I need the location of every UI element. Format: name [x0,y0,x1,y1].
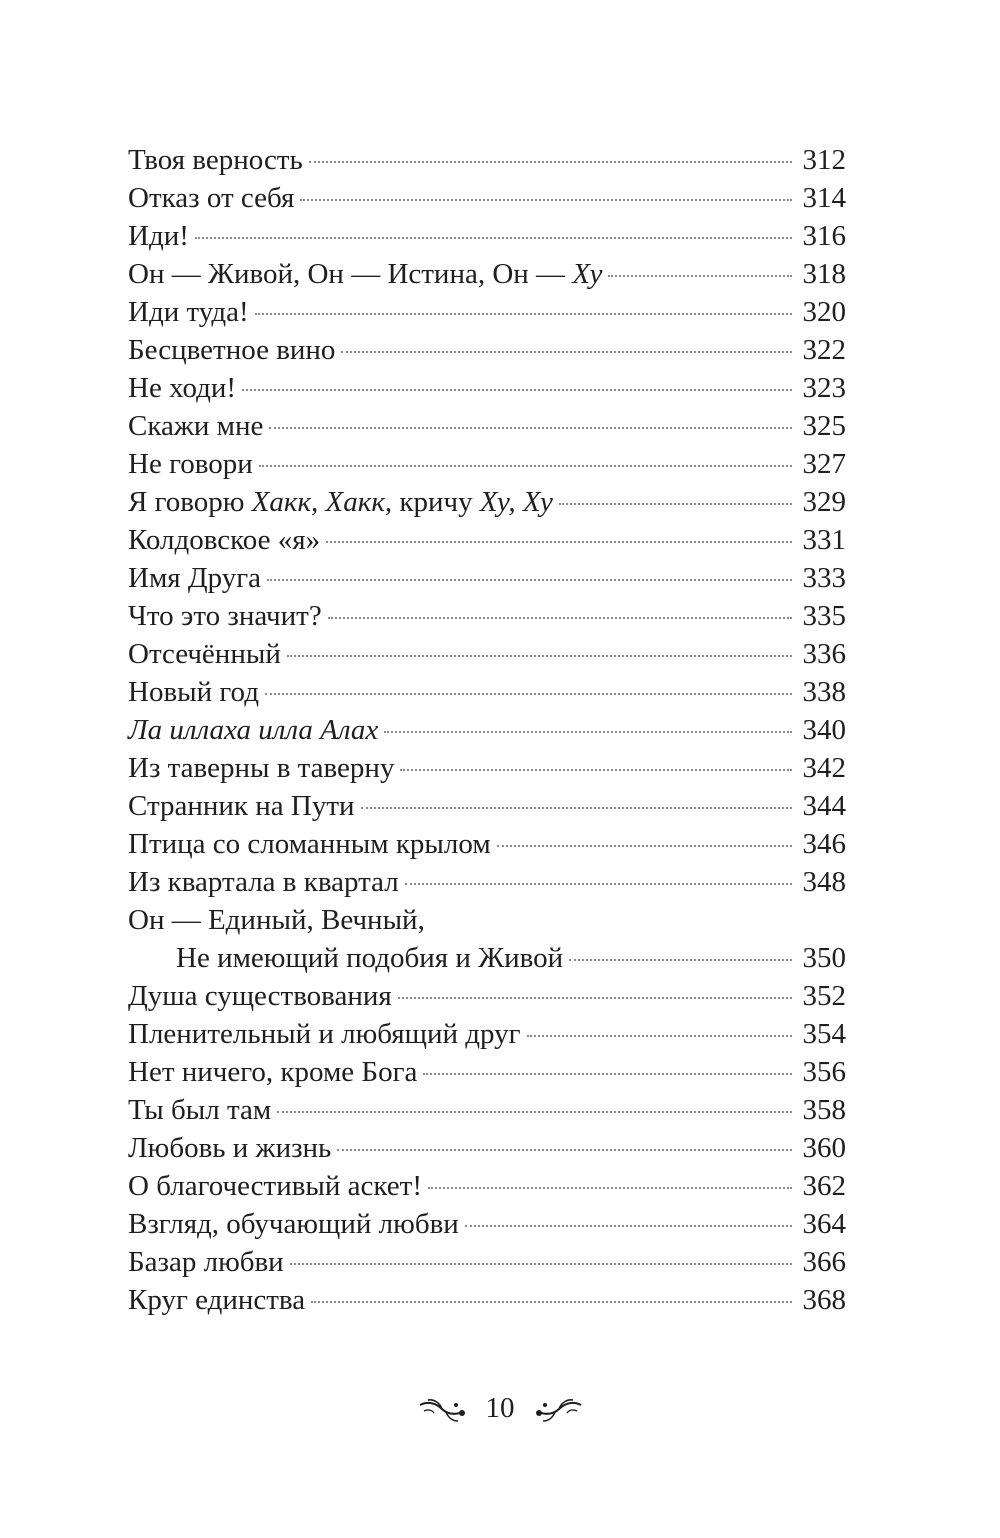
toc-entry [128,369,846,407]
toc-entry-title [128,141,303,179]
toc-entry-page: 366 [802,1246,846,1278]
toc-entry [128,749,846,787]
toc-entry-page: 316 [802,220,846,252]
toc-entry-title [128,1243,284,1281]
toc-entry-title [128,749,394,787]
toc-entry-title [128,939,563,977]
toc-title-part: Душа существования [128,980,392,1012]
toc-entry [128,521,846,559]
dot-leader [398,997,792,999]
toc-entry-title [128,1281,305,1319]
toc-entry-title [128,1053,417,1091]
toc-entry [128,673,846,711]
toc-title-part: Бесцветное вино [128,334,336,366]
toc-entry [128,141,846,179]
page-number: 10 [485,1392,515,1424]
dot-leader [497,845,792,847]
dot-leader [559,503,792,505]
toc-entry-title [128,863,399,901]
toc-entry-page: 356 [802,1056,846,1088]
toc-entry [128,787,846,825]
dot-leader [608,275,792,277]
toc-entry [128,1091,846,1129]
toc-entry-title [128,1015,521,1053]
toc-entry [128,711,846,749]
toc-entry [128,597,846,635]
toc-title-part: Отсечённый [128,638,281,670]
toc-entry-page: 338 [802,676,846,708]
toc-entry-page: 364 [802,1208,846,1240]
dot-leader [269,427,792,429]
toc-title-part: О благочестивый аскет! [128,1170,422,1202]
toc-entry-title [128,407,263,445]
toc-entry-page: 342 [802,752,846,784]
toc-title-part: Иди! [128,220,189,252]
toc-title-part: Твоя верность [128,144,303,176]
toc-entry-title [128,635,281,673]
toc-entry-page: 327 [802,448,846,480]
toc-title-italic-part: Хакк, Хакк, [251,486,393,518]
toc-entry-page: 333 [802,562,846,594]
toc-entry-title [128,787,355,825]
toc-entry-title [128,521,320,559]
toc-entry [128,863,846,901]
toc-entry-page: 340 [802,714,846,746]
toc-entry [128,293,846,331]
toc-title-part: Не имеющий подобия и Живой [176,942,564,974]
toc-entry [128,825,846,863]
toc-title-part: Он — Единый, Вечный, [128,904,425,936]
toc-entry-page: 360 [802,1132,846,1164]
toc-entry [128,407,846,445]
toc-entry-page: 346 [802,828,846,860]
toc-entry-page: 331 [802,524,846,556]
toc-title-part: Пленительный и любящий друг [128,1018,521,1050]
dot-leader [311,1301,792,1303]
toc-entry [128,1167,846,1205]
toc-entry-page: 350 [802,942,846,974]
dot-leader [265,693,792,695]
toc-entry-title [128,1167,422,1205]
toc-entry-title [128,559,261,597]
dot-leader [290,1263,792,1265]
dot-leader [405,883,792,885]
toc-entry-title [128,331,335,369]
dot-leader [423,1073,792,1075]
toc-title-part: Что это значит? [128,600,322,632]
toc-entry [128,977,846,1015]
toc-entry-page: 344 [802,790,846,822]
dot-leader [337,1149,792,1151]
dot-leader [259,465,792,467]
toc-entry [128,635,846,673]
toc-entry [128,445,846,483]
toc-title-part: Он — Живой, Он — Истина, Он — [128,258,573,290]
toc-entry-page: 320 [802,296,846,328]
toc-entry-title [128,901,425,939]
toc-entry-page: 352 [802,980,846,1012]
dot-leader [465,1225,792,1227]
toc-entry [128,1281,846,1319]
toc-title-part: Птица со сломанным крылом [128,828,491,860]
toc-entry-title [128,369,236,407]
toc-title-part: Новый год [128,676,259,708]
dot-leader [328,617,792,619]
toc-title-part: Нет ничего, кроме Бога [128,1056,418,1088]
toc-entry-page: 362 [802,1170,846,1202]
toc-title-part: Взгляд, обучающий любви [128,1208,459,1240]
toc-entry-title [128,673,259,711]
toc-entry-page: 348 [802,866,846,898]
dot-leader [527,1035,792,1037]
toc-entry [128,483,846,521]
toc-entry-title [128,977,392,1015]
toc-entry [128,179,846,217]
toc-entry-page: 335 [802,600,846,632]
dot-leader [384,731,792,733]
dot-leader [428,1187,792,1189]
toc-entry [128,901,846,939]
toc-title-part: Странник на Пути [128,790,355,822]
toc-entry-page: 368 [802,1284,846,1316]
toc-entry-title [128,483,553,521]
toc-entry [128,939,846,977]
toc-entry [128,1205,846,1243]
toc-entry [128,1129,846,1167]
toc-title-part: Из таверны в таверну [128,752,395,784]
toc-entry-title [128,255,602,293]
dot-leader [326,541,792,543]
toc-title-part: Скажи мне [128,410,264,442]
left-floral-ornament-icon [416,1393,472,1425]
toc-entry-page: 312 [802,144,846,176]
toc-entry-title [128,825,491,863]
toc-entry-title [128,445,253,483]
dot-leader [400,769,792,771]
dot-leader [341,351,792,353]
toc-entry-title [128,293,249,331]
toc-entry-page: 314 [802,182,846,214]
dot-leader [569,959,792,961]
dot-leader [267,579,792,581]
dot-leader [255,313,792,315]
right-floral-ornament-icon [529,1393,585,1425]
dot-leader [242,389,792,391]
toc-entry-title [128,217,189,255]
toc-entry-title [128,1091,271,1129]
dot-leader [195,237,792,239]
toc-entry [128,1243,846,1281]
toc-entry [128,1015,846,1053]
toc-title-part: Колдовское «я» [128,524,321,556]
toc-entry-page: 325 [802,410,846,442]
toc-entry-page: 318 [802,258,846,290]
toc-entry-title [128,1129,331,1167]
toc-title-part: Базар любви [128,1246,284,1278]
toc-entry-title [128,1205,459,1243]
toc-title-italic-part: Ла иллаха илла Алах [128,714,379,746]
dot-leader [277,1111,792,1113]
toc-entry-page: 323 [802,372,846,404]
toc-entry-page: 354 [802,1018,846,1050]
toc-entry [128,255,846,293]
dot-leader [361,807,792,809]
toc-title-part: Круг единства [128,1284,306,1316]
toc-entry-title [128,597,322,635]
page-footer [0,1392,1000,1425]
toc-entry [128,559,846,597]
toc-entry-page: 358 [802,1094,846,1126]
toc-title-part: Ты был там [128,1094,272,1126]
toc-entry-page: 329 [802,486,846,518]
toc-title-italic-part: Ху [572,258,603,290]
toc-title-part: Не говори [128,448,253,480]
toc-title-part: Из квартала в квартал [128,866,399,898]
toc-entry [128,1053,846,1091]
toc-entry-title [128,711,378,749]
dot-leader [309,161,792,163]
dot-leader [287,655,792,657]
toc-entry-title [128,179,294,217]
toc-entry [128,331,846,369]
toc-title-part: Отказ от себя [128,182,295,214]
toc-title-part: Не ходи! [128,372,237,404]
table-of-contents [128,141,846,1319]
toc-entry-page: 336 [802,638,846,670]
toc-title-part: Я говорю [128,486,252,518]
toc-entry-page: 322 [802,334,846,366]
toc-title-part: кричу [392,486,480,518]
dot-leader [300,199,792,201]
toc-title-part: Имя Друга [128,562,262,594]
toc-title-part: Любовь и жизнь [128,1132,332,1164]
toc-title-part: Иди туда! [128,296,249,328]
toc-title-italic-part: Ху, Ху [479,486,553,518]
toc-entry [128,217,846,255]
